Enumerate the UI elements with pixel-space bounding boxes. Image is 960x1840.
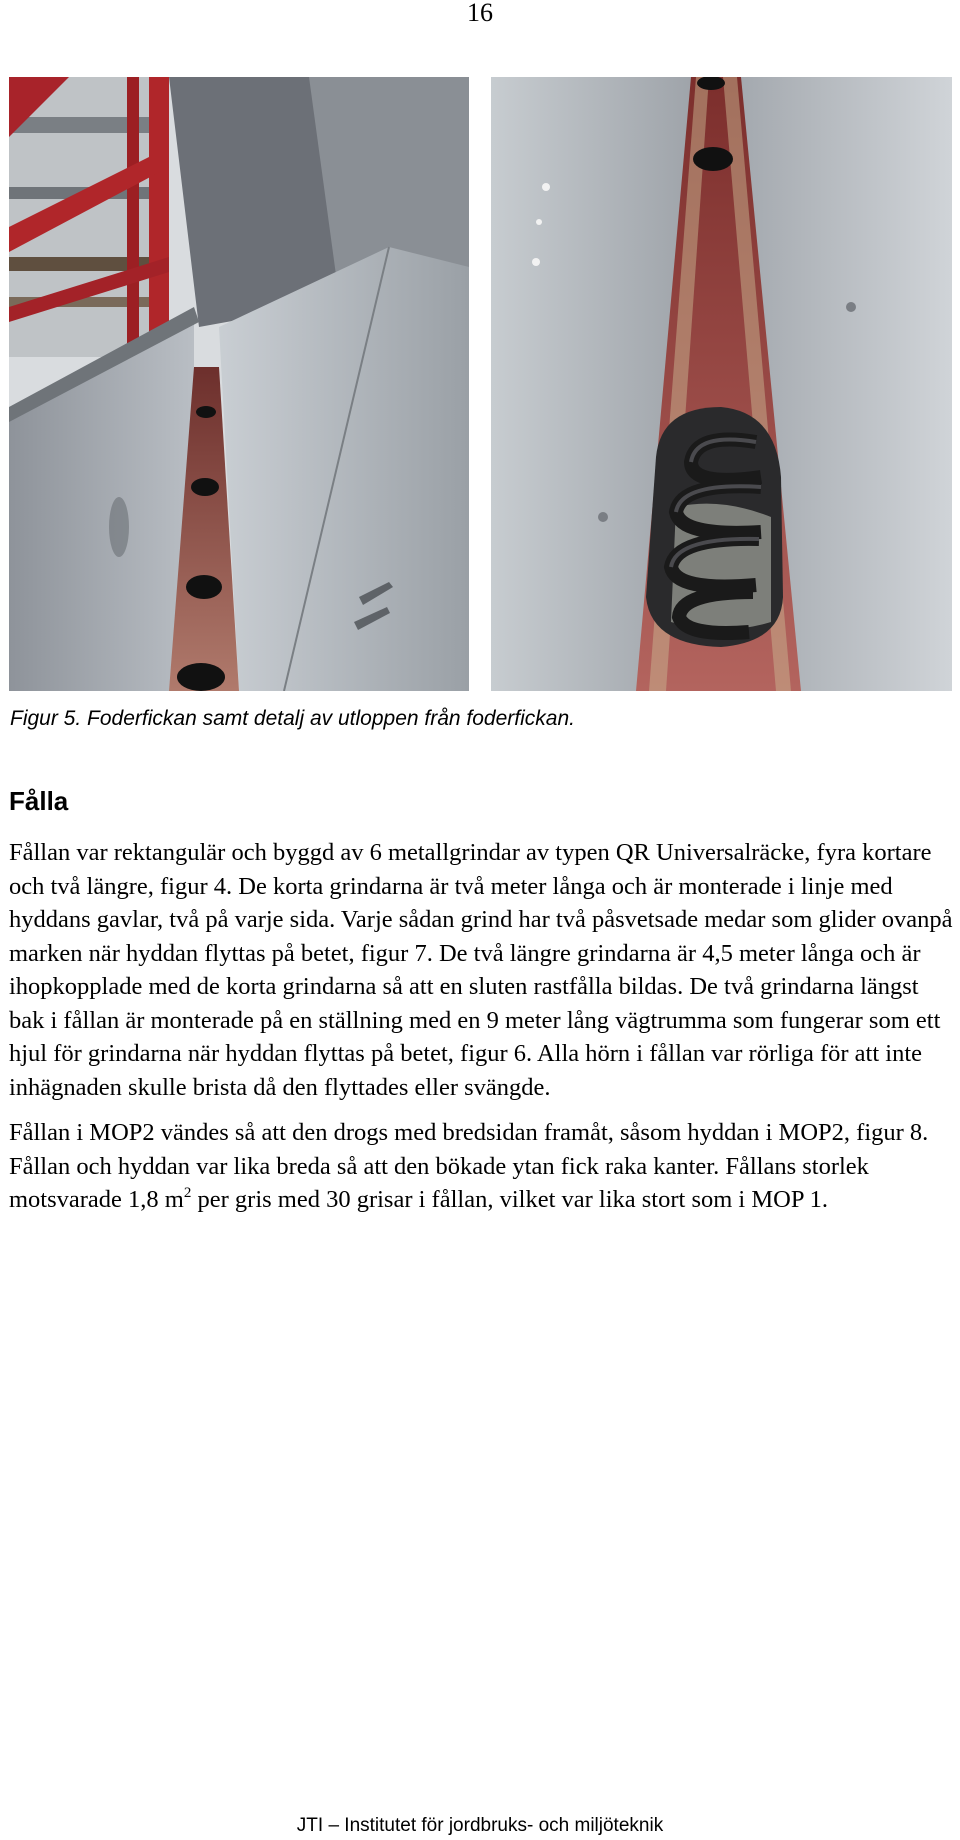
paragraph: Fållan var rektangulär och byggd av 6 metallgrindar av typen QR Universalräcke, fyra kortare och två längre, figur 4. De korta grindarna är två meter långa och är monterade i linje med hyddans gavlar, två på varje sida. Varje sådan grind har två påsvetsade medar som glider ovanpå marken när hyddan flyttas på betet, figur 7. De två längre grindarna är 4,5 meter långa och är ihopkopplade med de korta grindarna så att en sluten rastfålla bildas. De två grindarna längst bak i fållan är monterade på en ställning med en 9 meter lång vägtrumma som fungerar som ett hjul för grindarna när hyddan flyttas på betet, figur 6. Alla hörn i fållan var rörliga för att inte inhägnaden skulle brista då den flyttades eller svängde. [9,839,953,1101]
paragraph-text: per gris med 30 grisar i fållan, vilket var lika stort som i MOP 1. [191,1186,829,1213]
section-heading: Fålla [9,786,69,816]
figure-caption: Figur 5. Foderfickan samt detalj av utloppen från foderfickan. [10,707,575,730]
page-number: 16 [467,0,493,27]
page-footer: JTI – Institutet för jordbruks- och miljöteknik [296,1815,664,1836]
feed-pocket-photo [9,77,469,691]
section-body [9,836,954,1217]
figure-photos [9,77,952,691]
paragraph [9,1116,954,1217]
paragraph-text: Fållan i MOP2 vändes så att den drogs med bredsidan framåt, såsom hyddan i MOP2, figur 8. Fållan och hyddan var lika breda så att den bökade ytan fick raka kanter. Fållans storlek motsvarade 1,8 m [9,1119,929,1213]
feed-outlet-detail-photo [491,77,952,691]
superscript: 2 [183,1185,192,1201]
